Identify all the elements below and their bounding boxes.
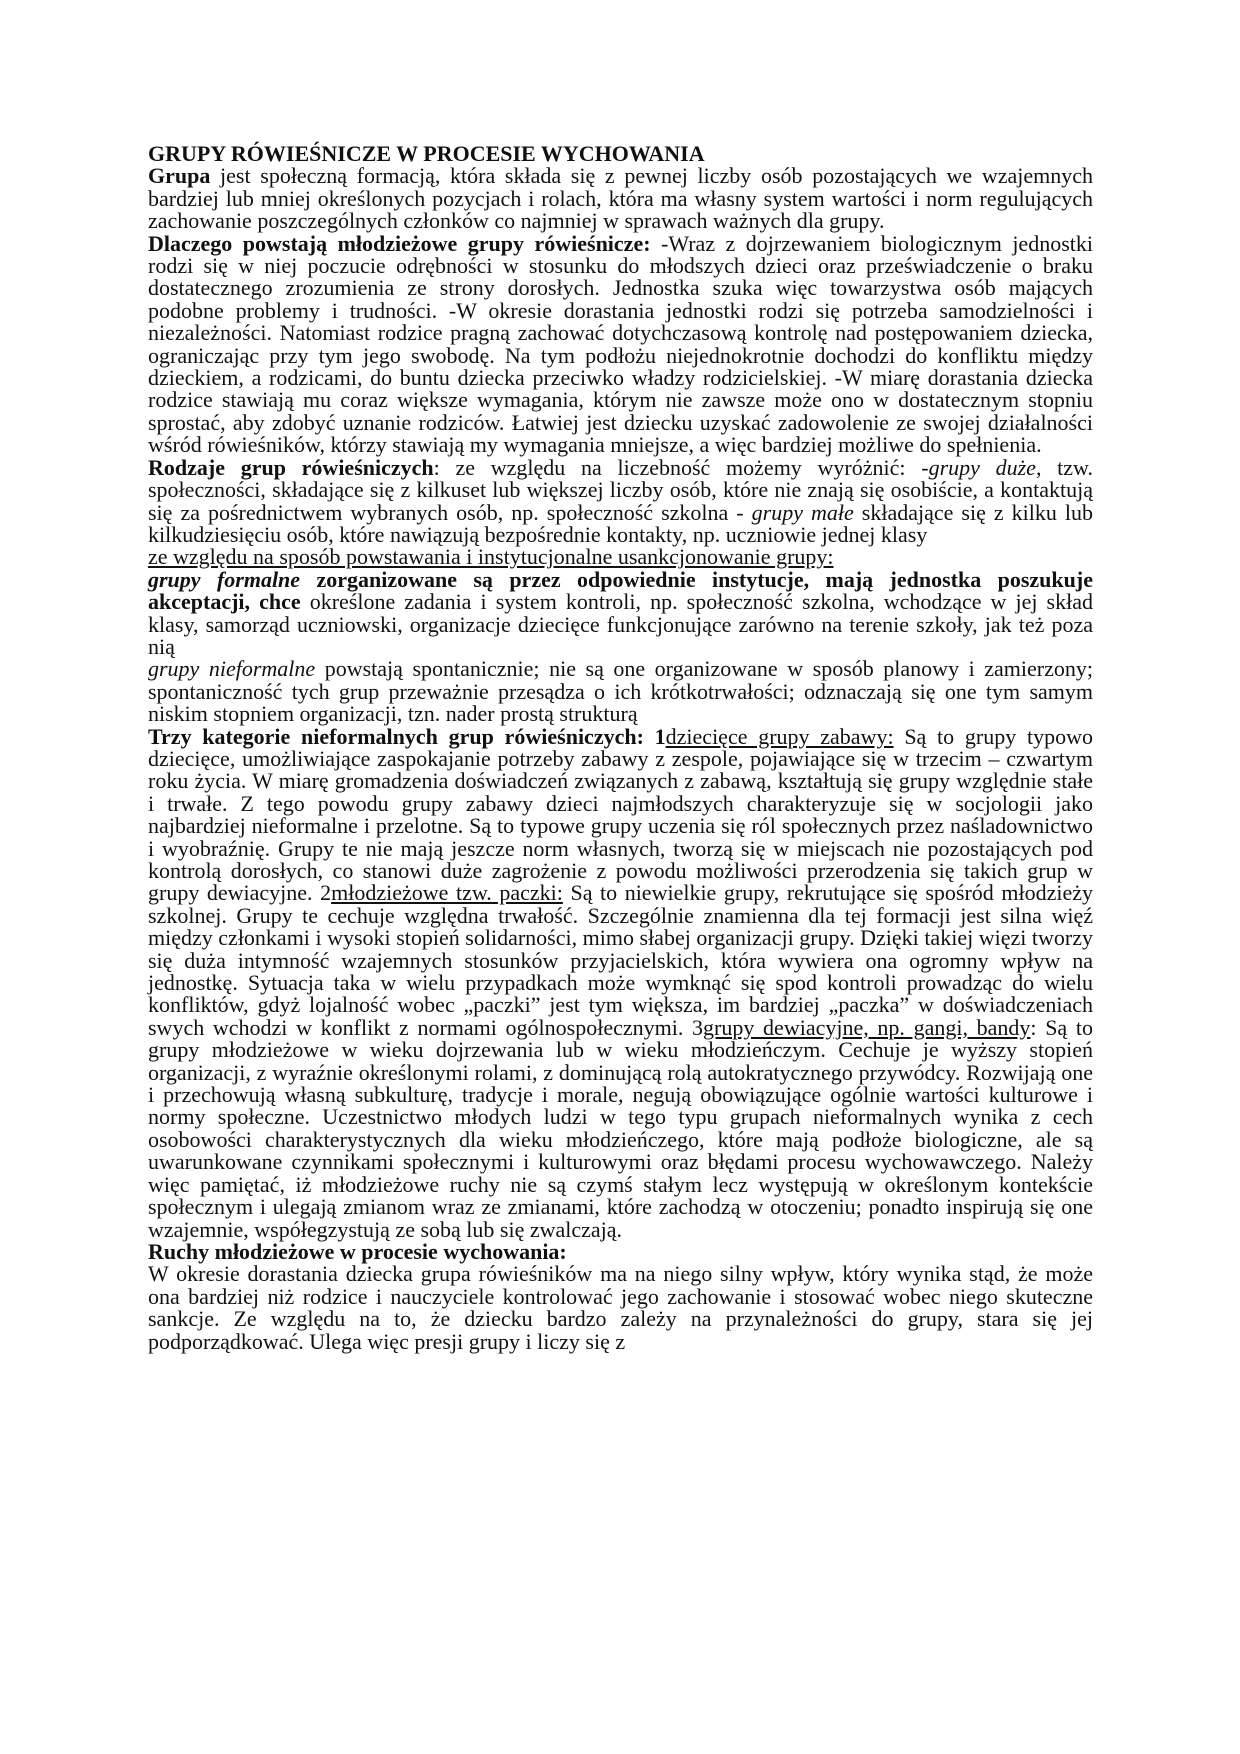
informal-groups-text: powstają spontanicznie; nie są one organizowane w sposób planowy i zamierzony; spontaniczność tych grup przeważnie przesądza o ich krótkotrwałości; odznaczają się one tym samym niskim stopniem organizacji, tzn. nader prostą strukturą [148, 656, 1093, 727]
small-groups-text: składające się z kilku lub kilkudziesięciu osób, które nawiązują bezpośrednie kontakty, np. uczniowie jednej klasy [148, 499, 1093, 547]
document-page [148, 143, 1093, 1353]
formal-paragraph [148, 566, 1093, 659]
types-intro: : ze względu na liczebność możemy wyróżnić: - [433, 454, 929, 480]
large-groups-text: , tzw. społeczności, składające się z kilkuset lub większej liczby osób, które nie znają się osobiście, a kontaktują się za pośrednictwem wybranych osób, np. społeczność szkolna - [148, 454, 1094, 525]
small-groups-term: grupy małe [751, 499, 854, 525]
category-1-text: Są to grupy typowo dziecięce, umożliwiające zaspokajanie potrzeby zabawy z zespole, pojawiające się w trzecim – czwartym roku życia. W miarę gromadzenia doświadczeń związanych z zabawą, kształtują się grupy względnie stałe i trwałe. Z tego powodu grupy zabawy dzieci najmłodszych charakteryzuje się w socjologii jako najbardziej nieformalne i przelotne. Są to typowe grupy uczenia się ról społecznych przez naśladownictwo i wyobraźnię. Grupy te nie mają jeszcze norm własnych, tworzą się w miejscach nie pozostających pod kontrolą dorosłych, co stanowi duże zagrożenie z powodu możliwości przerodzenia się takich grup w grupy dewiacyjne. 2 [148, 723, 1093, 906]
document-title: GRUPY RÓWIEŚNICZE W PROCESIE WYCHOWANIA [148, 141, 705, 166]
why-heading: Dlaczego powstają młodzieżowe grupy rówieśnicze: [148, 230, 651, 256]
definition-paragraph [148, 165, 1093, 232]
category-1-label: dziecięce grupy zabawy: [665, 723, 894, 749]
large-groups-term: grupy duże [928, 454, 1036, 480]
criterion-line: ze względu na sposób powstawania i instytucjonalne usankcjonowanie grupy: [148, 544, 834, 570]
definition-text: jest społeczną formacją, która składa się z pewnej liczby osób pozostających we wzajemnych bardziej lub mniej określonych pozycjach i rolach, która ma własny system wartości i norm regulujących zachowanie poszczególnych członków co najmniej w sprawach ważnych dla grupy. [148, 163, 1093, 234]
category-2-label: młodzieżowe tzw. paczki: [331, 880, 563, 906]
categories-heading: Trzy kategorie nieformalnych grup rówieśniczych: 1 [148, 723, 666, 749]
types-paragraph [148, 454, 1094, 547]
informal-paragraph [148, 658, 1093, 725]
why-paragraph [148, 230, 1093, 458]
types-heading: Rodzaje grup rówieśniczych [148, 454, 434, 480]
category-3-text: : Są to grupy młodzieżowe w wieku dojrzewania lub w wieku młodzieńczym. Cechuje je wyższy stopień organizacji, z wyraźnie określonymi rolami, z dominującą rolą autokratycznego przywódcy. Rozwijają one i przechowują własną subkulturę, tradycje i morale, negują obowiązujące ogólnie wartości kulturowe i normy społeczne. Uczestnictwo młodych ludzi w tego typu grupach nieformalnych wynika z cech osobowości charakterystycznych dla wieku młodzieńczego, które mają podłoże biologiczne, ale są uwarunkowane czynnikami społecznymi i kulturowymi oraz błędami procesu wychowawczego. Należy więc pamiętać, iż młodzieżowe ruchy nie są czymś stałym lecz występują w określonym kontekście społecznym i ulegają zmianom wraz ze zmianami, które zachodzą w otoczeniu; ponadto inspirują się one wzajemnie, współegzystują ze sobą lub się zwalczają. [148, 1014, 1093, 1242]
movements-heading [148, 1238, 1093, 1264]
formal-groups-bold: zorganizowane są przez odpowiednie instytucje, mają jednostka poszukuje akceptacji, chce [148, 566, 1093, 615]
why-text: -Wraz z dojrzewaniem biologicznym jednostki rodzi się w niej poczucie odrębności w stosunku do młodszych dzieci oraz przeświadczenie o braku dostatecznego zrozumienia ze strony dorosłych. Jednostka szuka więc towarzystwa osób mających podobne problemy i trudności. -W okresie dorastania jednostki rodzi się potrzeba samodzielności i niezależności. Natomiast rodzice pragną zachować dotychczasową kontrolę nad postępowaniem dziecka, ograniczając przy tym jego swobodę. Na tym podłożu niejednokrotnie dochodzi do konfliktu między dzieckiem, a rodzicami, do buntu dziecka przeciwko władzy rodzicielskiej. -W miarę dorastania dziecka rodzice stawiają mu coraz większe wymagania, którym nie zawsze może ono w dostatecznym stopniu sprostać, aby zdobyć uznanie rodziców. Łatwiej jest dziecku uzyskać zadowolenie ze swojej działalności wśród rówieśników, którzy stawiają my wymagania mniejsze, a więc bardziej możliwe do spełnienia. [148, 230, 1093, 458]
formal-groups-text: określone zadania i system kontroli, np. społeczność szkolna, wchodzące w jej skład klasy, samorząd uczniowski, organizacje dziecięce funkcjonujące zarówno na terenie szkoły, jak też poza nią [148, 589, 1093, 659]
movements-paragraph: W okresie dorastania dziecka grupa rówieśników ma na niego silny wpływ, który wynika stąd, że może ona bardziej niż rodzice i nauczyciele kontrolować jego zachowanie i stosować wobec niego skuteczne sankcje. Ze względu na to, że dziecku bardzo zależy na przynależności do grupy, stara się jej podporządkować. Ulega więc presji grupy i liczy się z [148, 1261, 1093, 1354]
informal-groups-term: grupy nieformalne [148, 656, 316, 682]
category-2-text: Są to niewielkie grupy, rekrutujące się spośród młodzieży szkolnej. Grupy te cechuje względna trwałość. Szczególnie znamienna dla tej formacji jest silna więź między członkami i wysoki stopień solidarności, mimo słabej organizacji grupy. Dzięki takiej więzi tworzy się duża intymność wzajemnych stosunków przyjacielskich, która wywiera ona ogromny wpływ na jednostkę. Sytuacja taka w wielu przypadkach może wymknąć się spod kontroli prowadząc do wielu konfliktów, gdyż lojalność wobec „paczki” jest tym większa, im bardziej „paczka” w doświadczeniach swych wchodzi w konflikt z normami ogólnospołecznymi. 3 [148, 880, 1093, 1040]
definition-term: Grupa [148, 163, 211, 189]
formal-groups-term: grupy formalne [148, 566, 301, 592]
movements-heading-text: Ruchy młodzieżowe w procesie wychowania: [148, 1238, 567, 1264]
categories-paragraph [148, 723, 1093, 1242]
category-3-label: grupy dewiacyjne, np. gangi, bandy [703, 1014, 1031, 1040]
